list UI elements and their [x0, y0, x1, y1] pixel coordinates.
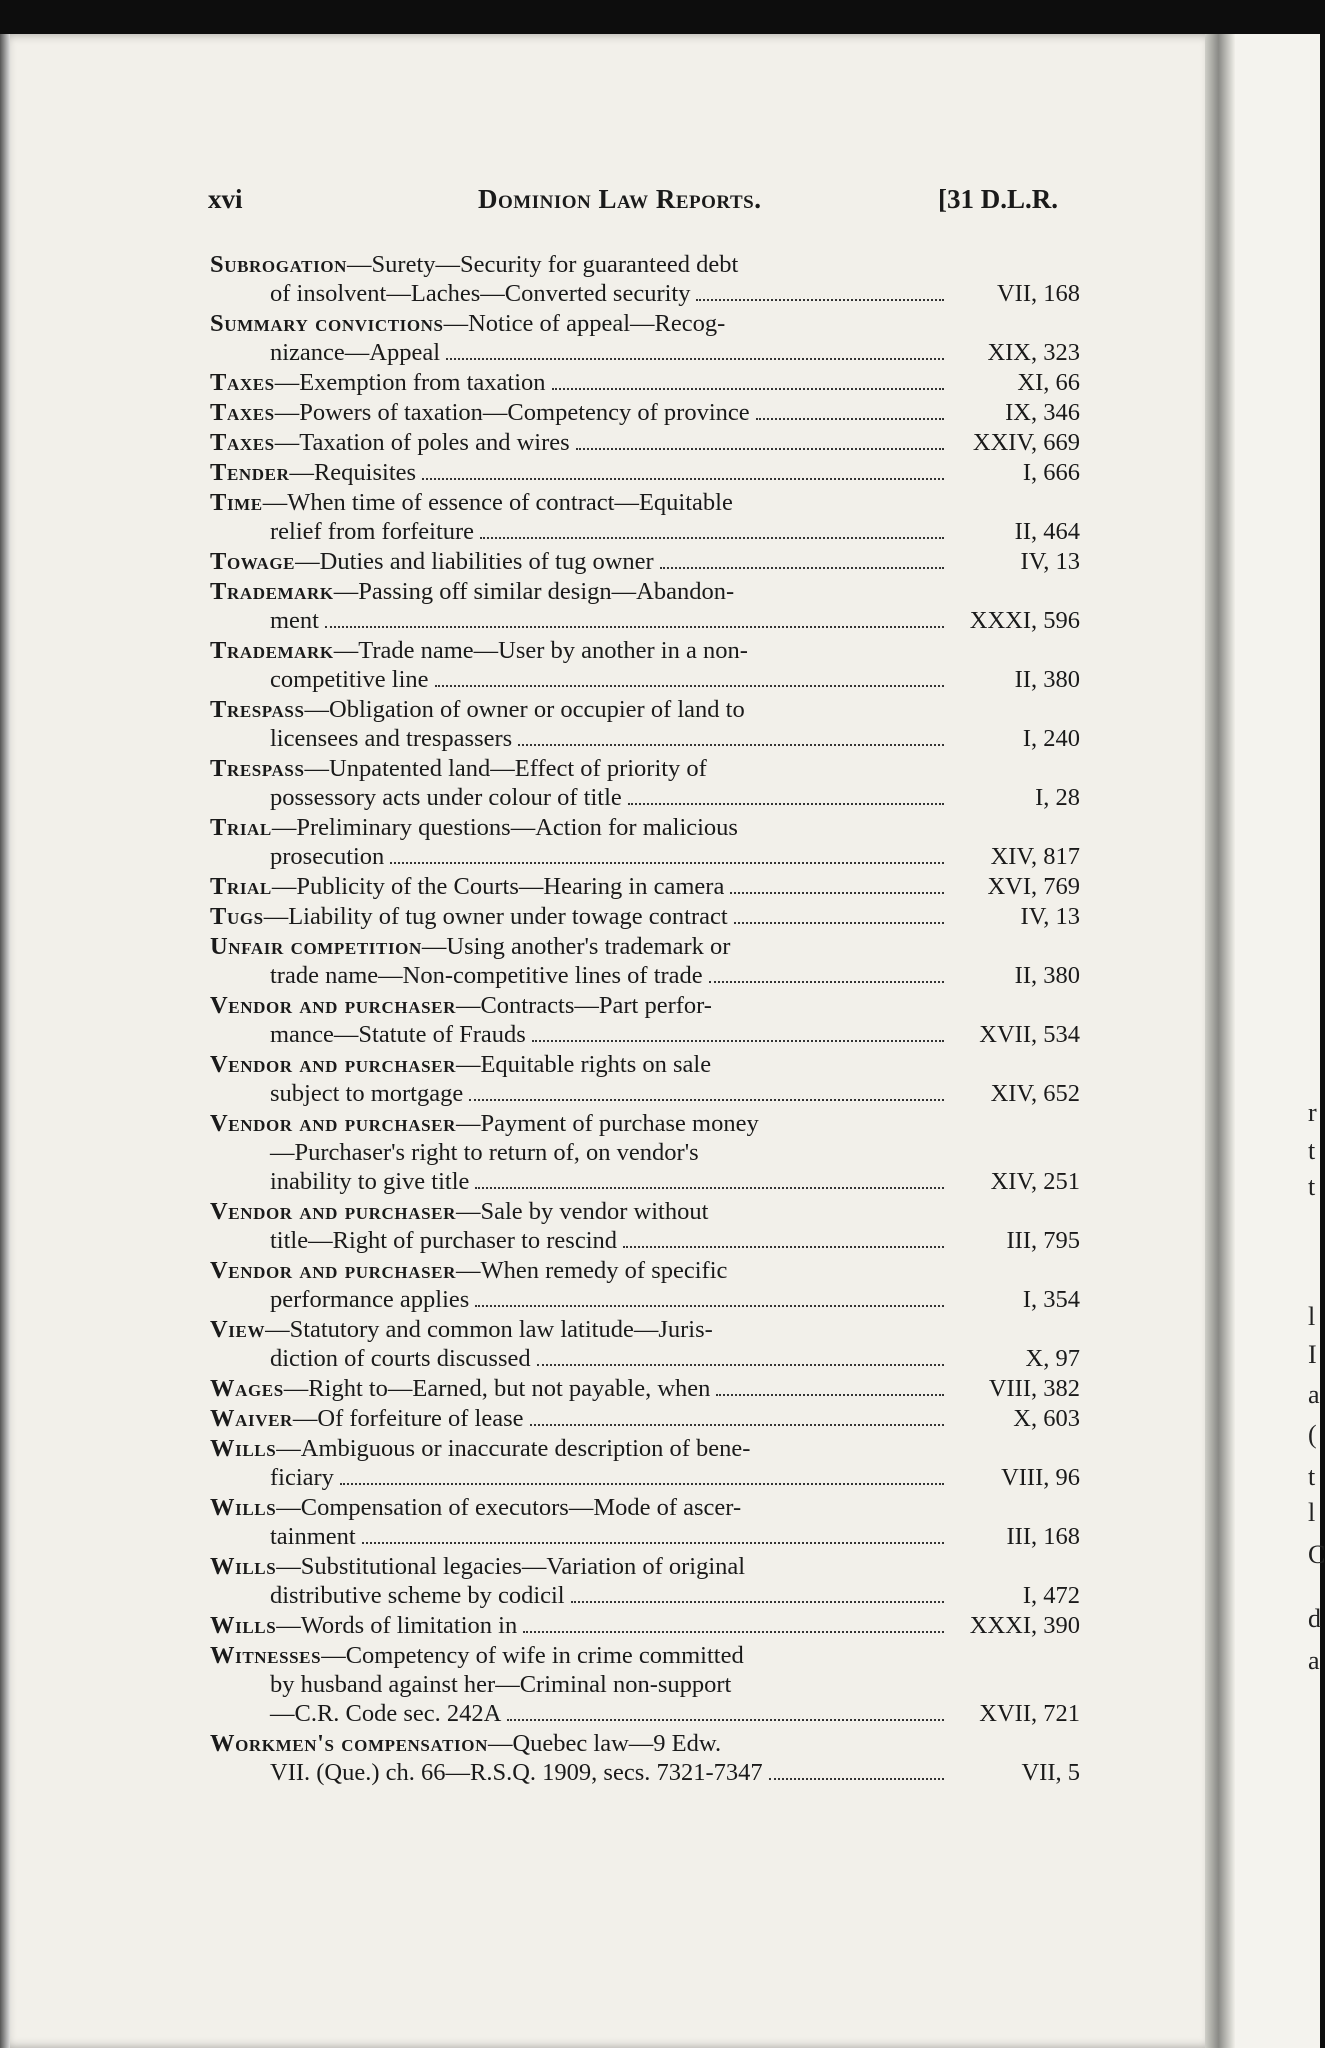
- entry-text: —When remedy of specific: [455, 1257, 728, 1284]
- entry-text: diction of courts discussed: [270, 1345, 531, 1372]
- entry-line: [210, 1020, 1080, 1049]
- volume-page-reference: IV, 13: [1020, 548, 1080, 575]
- entry-line: [210, 872, 1080, 901]
- entry-heading: Tugs: [210, 903, 264, 930]
- entry-text: mance—Statute of Frauds: [270, 1021, 526, 1048]
- entry-line: [210, 1434, 1080, 1463]
- entry-text: —Powers of taxation—Competency of province: [274, 399, 750, 426]
- entry-line: [210, 991, 1080, 1020]
- edge-character: d: [1308, 1604, 1321, 1633]
- entry-heading: Trespass: [210, 755, 305, 782]
- entry-line: [210, 1138, 1080, 1167]
- volume-page-reference: IX, 346: [1005, 399, 1080, 426]
- volume-page-reference: IV, 13: [1020, 903, 1080, 930]
- index-entry: [210, 577, 1080, 635]
- dot-leader: [576, 442, 944, 450]
- entry-line: [210, 458, 1080, 487]
- entry-line: [210, 1315, 1080, 1344]
- entry-text: —Using another's trademark or: [421, 933, 731, 960]
- volume-page-reference: VII, 168: [996, 280, 1080, 307]
- index-entry: [210, 1434, 1080, 1492]
- index-entry: [210, 932, 1080, 990]
- entry-heading: Vendor and purchaser: [210, 1051, 456, 1078]
- dot-leader: [716, 1388, 944, 1396]
- entry-text: —Trade name—User by another in a non-: [333, 637, 748, 664]
- entry-text: —Contracts—Part perfor-: [455, 992, 712, 1019]
- entry-line: [210, 1167, 1080, 1196]
- dot-leader: [390, 856, 944, 864]
- entry-heading: Taxes: [210, 429, 275, 456]
- index-entry: [210, 1493, 1080, 1551]
- entry-heading: Unfair competition: [210, 933, 422, 960]
- entry-text: —Passing off similar design—Abandon-: [333, 578, 735, 605]
- entry-line: [210, 1581, 1080, 1610]
- entry-text: licensees and trespassers: [270, 725, 513, 752]
- entry-line: [210, 1256, 1080, 1285]
- entry-line: [210, 754, 1080, 783]
- dot-leader: [530, 1418, 945, 1426]
- edge-character: l: [1308, 1302, 1316, 1331]
- volume-page-reference: XVII, 721: [979, 1700, 1080, 1727]
- volume-page-reference: XXXI, 596: [969, 607, 1080, 634]
- volume-page-reference: III, 795: [1006, 1227, 1080, 1254]
- index-entry: [210, 1729, 1080, 1787]
- entry-line: [210, 547, 1080, 576]
- index-entry: [210, 1404, 1080, 1433]
- edge-character: t: [1308, 1462, 1316, 1491]
- entry-line: [210, 1226, 1080, 1255]
- dot-leader: [756, 412, 944, 420]
- dot-leader: [571, 1595, 944, 1603]
- entry-heading: Wills: [210, 1435, 277, 1462]
- entry-line: [210, 1404, 1080, 1433]
- entry-heading: Taxes: [210, 399, 275, 426]
- entry-text: trade name—Non-competitive lines of trade: [270, 962, 703, 989]
- entry-text: —Publicity of the Courts—Hearing in camera: [271, 873, 725, 900]
- index-entry: [210, 1050, 1080, 1108]
- dot-leader: [446, 352, 944, 360]
- volume-reference: [31 D.L.R.: [938, 184, 1058, 214]
- entry-line: [210, 1641, 1080, 1670]
- dot-leader: [340, 1477, 944, 1485]
- entry-text: —Surety—Security for guaranteed debt: [347, 251, 739, 278]
- entry-text: performance applies: [270, 1286, 470, 1313]
- entry-line: [210, 1344, 1080, 1373]
- entry-line: [210, 1522, 1080, 1551]
- entry-heading: Workmen's compensation: [210, 1730, 488, 1757]
- index-entry: [210, 636, 1080, 694]
- entry-text: —Quebec law—9 Edw.: [487, 1730, 722, 1757]
- volume-page-reference: I, 666: [1022, 459, 1080, 486]
- volume-page-reference: XVI, 769: [987, 873, 1080, 900]
- entry-text: —Competency of wife in crime committed: [321, 1642, 744, 1669]
- entry-heading: Witnesses: [210, 1642, 322, 1669]
- entry-line: [210, 932, 1080, 961]
- index-entry: [210, 488, 1080, 546]
- entry-text: by husband against her—Criminal non-support: [270, 1671, 732, 1698]
- entry-line: [210, 1109, 1080, 1138]
- entry-text: —Sale by vendor without: [455, 1198, 709, 1225]
- page-folio: xvi: [208, 184, 243, 214]
- index-entry: [210, 902, 1080, 931]
- index-entry: [210, 368, 1080, 397]
- entry-heading: Trademark: [210, 637, 334, 664]
- entry-text: ficiary: [270, 1464, 334, 1491]
- entry-text: tainment: [270, 1523, 356, 1550]
- volume-page-reference: VIII, 382: [988, 1375, 1080, 1402]
- volume-page-reference: II, 464: [1014, 518, 1080, 545]
- index-entry: [210, 1611, 1080, 1640]
- entry-heading: Wages: [210, 1375, 284, 1402]
- index-entry: [210, 872, 1080, 901]
- dot-leader: [325, 620, 944, 628]
- entry-line: [210, 1285, 1080, 1314]
- volume-page-reference: I, 472: [1022, 1582, 1080, 1609]
- entry-line: [210, 665, 1080, 694]
- entry-text: prosecution: [270, 843, 385, 870]
- edge-character: (: [1308, 1420, 1317, 1449]
- index-entry: [210, 250, 1080, 308]
- entry-line: [210, 695, 1080, 724]
- entry-line: [210, 1493, 1080, 1522]
- entry-text: —Requisites: [289, 459, 417, 486]
- dot-leader: [507, 1713, 944, 1721]
- entry-line: [210, 783, 1080, 812]
- edge-character: t: [1308, 1136, 1316, 1165]
- index-entry: [210, 1109, 1080, 1196]
- entry-text: inability to give title: [270, 1168, 470, 1195]
- entry-heading: Wills: [210, 1612, 277, 1639]
- entry-text: —Statutory and common law latitude—Juris-: [265, 1316, 713, 1343]
- entry-line: [210, 517, 1080, 546]
- index-entry: [210, 991, 1080, 1049]
- volume-page-reference: I, 354: [1022, 1286, 1080, 1313]
- entry-heading: Summary convictions: [210, 310, 444, 337]
- entry-text: —When time of essence of contract—Equitable: [262, 489, 733, 516]
- entry-line: [210, 428, 1080, 457]
- entry-heading: Taxes: [210, 369, 275, 396]
- edge-character: l: [1308, 1498, 1316, 1527]
- entry-line: [210, 724, 1080, 753]
- dot-leader: [660, 561, 944, 569]
- entry-heading: Vendor and purchaser: [210, 1110, 456, 1137]
- entry-heading: Waiver: [210, 1405, 293, 1432]
- entry-text: subject to mortgage: [270, 1080, 464, 1107]
- index-entry: [210, 309, 1080, 367]
- entry-line: [210, 636, 1080, 665]
- index-entry: [210, 1552, 1080, 1610]
- entry-heading: Wills: [210, 1494, 277, 1521]
- index-entry: [210, 1256, 1080, 1314]
- entry-heading: Vendor and purchaser: [210, 1257, 456, 1284]
- entry-heading: Vendor and purchaser: [210, 1198, 456, 1225]
- entry-text: nizance—Appeal: [270, 339, 441, 366]
- index-entry: [210, 398, 1080, 427]
- dot-leader: [523, 1625, 944, 1633]
- edge-character: a: [1308, 1646, 1320, 1675]
- entry-text: —Purchaser's right to return of, on vendor's: [270, 1139, 699, 1166]
- dot-leader: [623, 1240, 944, 1248]
- dot-leader: [709, 975, 944, 983]
- entry-heading: Trespass: [210, 696, 305, 723]
- dot-leader: [537, 1358, 944, 1366]
- entry-line: [210, 902, 1080, 931]
- entry-text: of insolvent—Laches—Converted security: [270, 280, 691, 307]
- dot-leader: [734, 916, 944, 924]
- entry-text: possessory acts under colour of title: [270, 784, 622, 811]
- entry-text: —Payment of purchase money: [455, 1110, 759, 1137]
- volume-page-reference: II, 380: [1014, 666, 1080, 693]
- entry-line: [210, 309, 1080, 338]
- dot-leader: [518, 738, 944, 746]
- edge-character: t: [1308, 1172, 1316, 1201]
- entry-line: [210, 577, 1080, 606]
- entry-line: [210, 1699, 1080, 1728]
- entry-text: —Ambiguous or inaccurate description of bene-: [276, 1435, 751, 1462]
- entry-text: —Duties and liabilities of tug owner: [295, 548, 654, 575]
- edge-character: C: [1308, 1540, 1325, 1569]
- entry-line: [210, 1729, 1080, 1758]
- edge-character: r: [1308, 1098, 1317, 1127]
- entry-heading: Trial: [210, 873, 272, 900]
- entry-heading: View: [210, 1316, 266, 1343]
- entry-text: distributive scheme by codicil: [270, 1582, 565, 1609]
- entry-line: [210, 842, 1080, 871]
- entry-text: —Substitutional legacies—Variation of original: [276, 1553, 746, 1580]
- dot-leader: [628, 797, 944, 805]
- entry-text: —Words of limitation in: [276, 1612, 518, 1639]
- entry-text: ment: [270, 607, 319, 634]
- entry-line: [210, 1552, 1080, 1581]
- entry-text: relief from forfeiture: [270, 518, 475, 545]
- entry-line: [210, 398, 1080, 427]
- entry-line: [210, 1670, 1080, 1699]
- index-entry: [210, 428, 1080, 457]
- dot-leader: [532, 1034, 944, 1042]
- entry-heading: Towage: [210, 548, 296, 575]
- volume-page-reference: X, 97: [1025, 1345, 1080, 1372]
- edge-character: a: [1308, 1380, 1320, 1409]
- entry-line: [210, 368, 1080, 397]
- entry-line: [210, 1611, 1080, 1640]
- index-entry: [210, 813, 1080, 871]
- entry-heading: Trial: [210, 814, 272, 841]
- volume-page-reference: XIV, 652: [990, 1080, 1080, 1107]
- entry-text: —Taxation of poles and wires: [274, 429, 570, 456]
- entry-heading: Trademark: [210, 578, 334, 605]
- entry-text: —Liability of tug owner under towage contract: [263, 903, 728, 930]
- entry-text: —Notice of appeal—Recog-: [443, 310, 726, 337]
- entry-heading: Tender: [210, 459, 290, 486]
- entry-text: —Unpatented land—Effect of priority of: [304, 755, 707, 782]
- dot-leader: [362, 1536, 944, 1544]
- entry-text: —C.R. Code sec. 242A: [270, 1700, 502, 1727]
- entry-line: [210, 1758, 1080, 1787]
- volume-page-reference: II, 380: [1014, 962, 1080, 989]
- adjacent-page-edge: [1235, 34, 1320, 2048]
- index-entry: [210, 1197, 1080, 1255]
- volume-page-reference: XIX, 323: [987, 339, 1080, 366]
- volume-page-reference: XIV, 251: [990, 1168, 1080, 1195]
- index-entry: [210, 458, 1080, 487]
- index-entry: [210, 695, 1080, 753]
- dot-leader: [480, 531, 944, 539]
- entry-line: [210, 1197, 1080, 1226]
- volume-page-reference: VIII, 96: [1001, 1464, 1080, 1491]
- volume-page-reference: I, 28: [1035, 784, 1080, 811]
- volume-page-reference: XXIV, 669: [972, 429, 1080, 456]
- volume-page-reference: I, 240: [1022, 725, 1080, 752]
- volume-page-reference: XIV, 817: [990, 843, 1080, 870]
- entry-text: —Compensation of executors—Mode of ascer-: [276, 1494, 742, 1521]
- entry-line: [210, 813, 1080, 842]
- entry-line: [210, 1463, 1080, 1492]
- volume-page-reference: XI, 66: [1017, 369, 1080, 396]
- dot-leader: [769, 1772, 944, 1780]
- entry-line: [210, 1079, 1080, 1108]
- dot-leader: [475, 1299, 944, 1307]
- entry-line: [210, 606, 1080, 635]
- index-entries: [210, 250, 1080, 1788]
- entry-line: [210, 961, 1080, 990]
- entry-text: —Of forfeiture of lease: [292, 1405, 524, 1432]
- volume-page-reference: III, 168: [1006, 1523, 1080, 1550]
- entry-heading: Wills: [210, 1553, 277, 1580]
- entry-line: [210, 1050, 1080, 1079]
- volume-page-reference: XVII, 534: [979, 1021, 1080, 1048]
- dot-leader: [696, 293, 944, 301]
- index-entry: [210, 1315, 1080, 1373]
- entry-text: —Preliminary questions—Action for malicious: [271, 814, 738, 841]
- entry-line: [210, 250, 1080, 279]
- entry-text: VII. (Que.) ch. 66—R.S.Q. 1909, secs. 7321-7347: [270, 1759, 763, 1786]
- running-title: Dominion Law Reports.: [478, 184, 762, 214]
- entry-text: —Right to—Earned, but not payable, when: [283, 1375, 711, 1402]
- volume-page-reference: XXXI, 390: [969, 1612, 1080, 1639]
- index-entry: [210, 1641, 1080, 1728]
- entry-heading: Time: [210, 489, 263, 516]
- dot-leader: [435, 679, 944, 687]
- volume-page-reference: X, 603: [1013, 1405, 1080, 1432]
- entry-heading: Subrogation: [210, 251, 348, 278]
- entry-line: [210, 488, 1080, 517]
- index-entry: [210, 547, 1080, 576]
- entry-line: [210, 1374, 1080, 1403]
- entry-line: [210, 338, 1080, 367]
- entry-text: —Equitable rights on sale: [455, 1051, 712, 1078]
- page-gutter: [1205, 34, 1235, 2048]
- dot-leader: [469, 1093, 944, 1101]
- entry-line: [210, 279, 1080, 308]
- dot-leader: [730, 886, 944, 894]
- dot-leader: [552, 382, 944, 390]
- entry-text: competitive line: [270, 666, 429, 693]
- running-head: [208, 184, 1058, 224]
- index-entry: [210, 1374, 1080, 1403]
- entry-text: title—Right of purchaser to rescind: [270, 1227, 617, 1254]
- entry-heading: Vendor and purchaser: [210, 992, 456, 1019]
- dot-leader: [422, 472, 944, 480]
- edge-character: I: [1308, 1340, 1317, 1369]
- index-entry: [210, 754, 1080, 812]
- volume-page-reference: VII, 5: [1021, 1759, 1080, 1786]
- entry-text: —Obligation of owner or occupier of land to: [304, 696, 745, 723]
- entry-text: —Exemption from taxation: [274, 369, 546, 396]
- dot-leader: [475, 1181, 944, 1189]
